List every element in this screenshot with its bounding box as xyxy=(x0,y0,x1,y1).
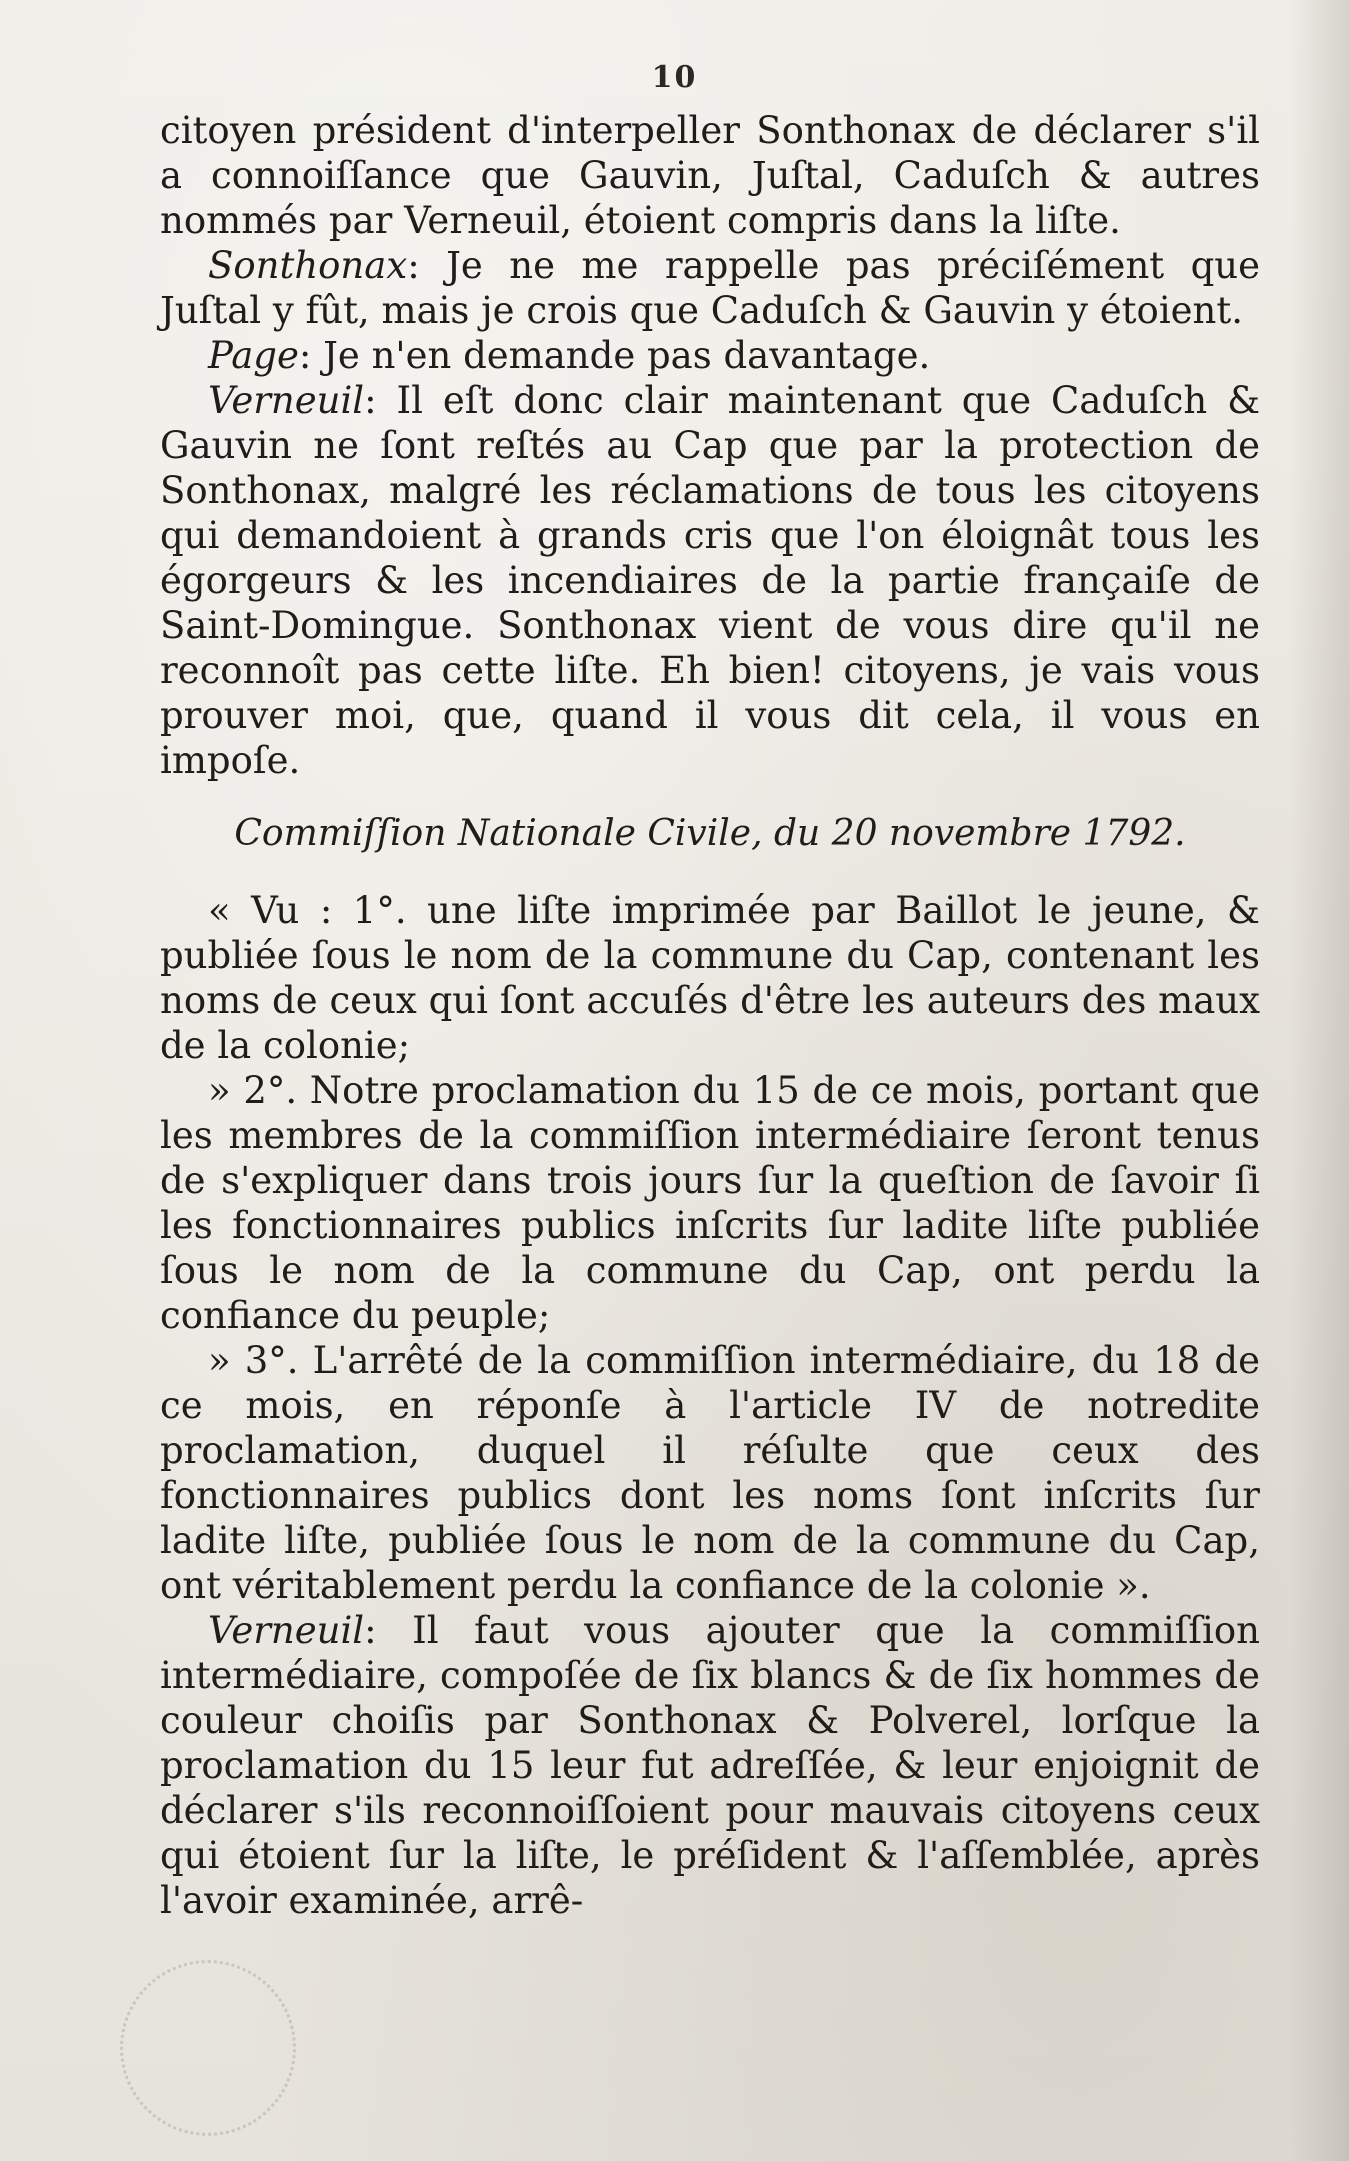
speaker-name: Page xyxy=(208,334,299,377)
exchange-page xyxy=(160,333,1260,378)
speaker-name: Verneuil xyxy=(208,1609,365,1652)
speaker-name: Verneuil xyxy=(208,379,365,422)
speaker-name: Sonthonax xyxy=(208,244,408,287)
quote-item-1: « Vu : 1°. une liſte imprimée par Baillot le jeune, & publiée ſous le nom de la commune du Cap, contenant les noms de ceux qui ſont accuſés d'être les auteurs des maux de la colonie; xyxy=(160,889,1260,1067)
quote-item-2: » 2°. Notre proclamation du 15 de ce mois, portant que les membres de la commiſſion intermédiaire ſeront tenus de s'expliquer dans trois jours ſur la queſtion de ſavoir ſi les fonctionnaires publics inſcrits ſur ladite liſte publiée ſous le nom de la commune du Cap, ont perdu la confiance du peuple; xyxy=(160,1069,1260,1337)
page-edge-shadow xyxy=(1289,0,1349,2161)
quote-item-3: » 3°. L'arrêté de la commiſſion intermédiaire, du 18 de ce mois, en réponſe à l'article IV de notredite proclamation, duquel il réſulte que ceux des fonctionnaires publics dont les noms ſont inſcrits ſur ladite liſte, publiée ſous le nom de la commune du Cap, ont véritablement perdu la confiance de la colonie ». xyxy=(160,1339,1260,1607)
speech-text: : Je ne me rappelle pas préciſément que Juſtal y fût, mais je crois que Caduſch & Gauvin y étoient. xyxy=(160,244,1260,332)
body-text xyxy=(160,108,1260,1923)
section-heading: Commiſſion Nationale Civile, du 20 novembre 1792. xyxy=(234,813,1186,854)
faded-stamp xyxy=(120,1960,296,2136)
closing-paragraph xyxy=(160,1608,1260,1923)
speech-text: : Je n'en demande pas davantage. xyxy=(298,334,931,377)
opening-paragraph: citoyen président d'interpeller Sonthonax de déclarer s'il a connoiſſance que Gauvin, Juſtal, Caduſch & autres nommés par Verneuil, étoient compris dans la liſte. xyxy=(160,109,1260,242)
speech-text: : Il faut vous ajouter que la commiſſion intermédiaire, compoſée de ſix blancs & de ſix hommes de couleur choiſis par Sonthonax & Polverel, lorſque la proclamation du 15 leur fut adreſſée, & leur enjoignit de déclarer s'ils reconnoiſſoient pour mauvais citoyens ceux qui étoient ſur la liſte, le préſident & l'aſſemblée, après l'avoir examinée, arrê- xyxy=(160,1609,1260,1922)
page-number: 10 xyxy=(651,60,698,95)
exchange-verneuil xyxy=(160,378,1260,783)
exchange-sonthonax xyxy=(160,243,1260,333)
speech-text: : Il eſt donc clair maintenant que Caduſch & Gauvin ne ſont reſtés au Cap que par la protection de Sonthonax, malgré les réclamations de tous les citoyens qui demandoient à grands cris que l'on éloignât tous les égorgeurs & les incendiaires de la partie françaiſe de Saint-Domingue. Sonthonax vient de vous dire qu'il ne reconnoît pas cette liſte. Eh bien! citoyens, je vais vous prouver moi, que, quand il vous dit cela, il vous en impoſe. xyxy=(160,379,1260,782)
